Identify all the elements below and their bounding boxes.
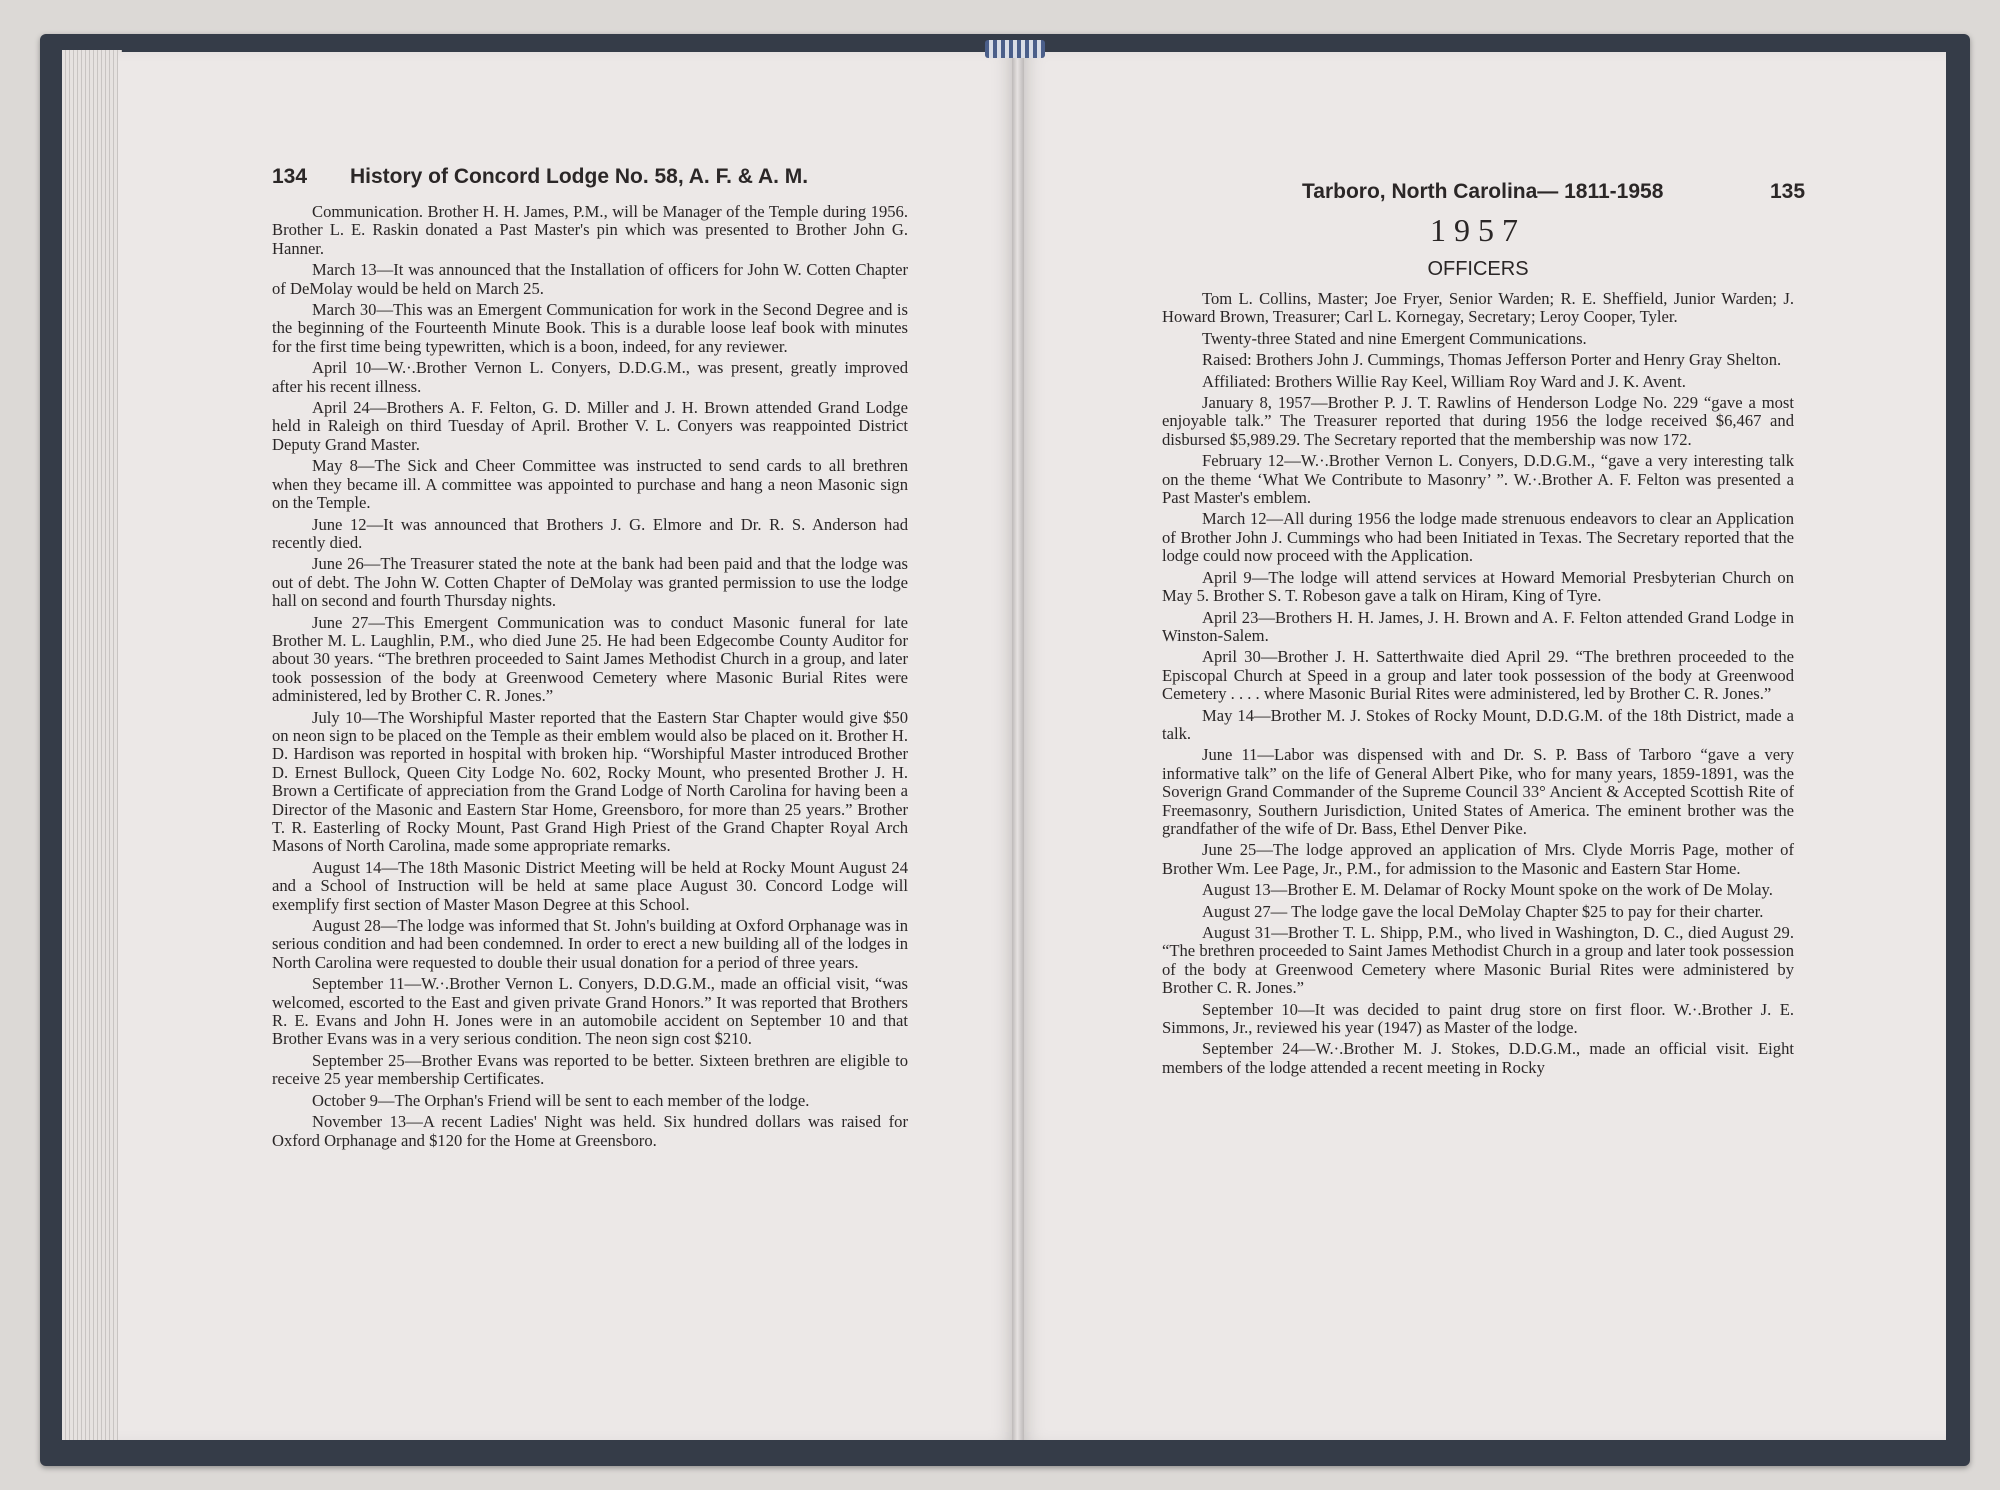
paragraph: June 27—This Emergent Communication was to conduct Masonic funeral for late Brother M. L. Laughlin, P.M., who died June 25. He had been Edgecombe County Auditor for about 30 years. “The brethren proceeded to Saint James Methodist Church in a group, and later took possession of the body at Greenwood Cemetery where Masonic Burial Rites were administered, led by Brother C. R. Jones.” [272, 612, 908, 706]
paragraph: June 25—The lodge approved an application of Mrs. Clyde Morris Page, mother of Brother Wm. Lee Page, Jr., P.M., for admission to the Masonic and Eastern Star Home. [1162, 840, 1794, 878]
spine-headband [985, 40, 1045, 58]
right-page-number: 135 [1770, 180, 1806, 203]
paragraph: May 14—Brother M. J. Stokes of Rocky Mount, D.D.G.M. of the 18th District, made a talk. [1162, 705, 1794, 743]
paragraph: February 12—W.·.Brother Vernon L. Conyers, D.D.G.M., “gave a very interesting talk on the theme ‘What We Contribute to Masonry’ ”. W.·.Brother A. F. Felton was presented a Past Master's emblem. [1162, 451, 1794, 508]
paragraph: June 11—Labor was dispensed with and Dr. S. P. Bass of Tarboro “gave a very informative talk” on the life of General Albert Pike, who for many years, 1859-1891, was the Soverign Grand Commander of the Supreme Council 33° Ancient & Accepted Scottish Rite of Freemasonry, Southern Jurisdiction, United States of America. The eminent brother was the grandfather of the wife of Dr. Bass, Ethel Denver Pike. [1162, 745, 1794, 838]
paragraph: Tom L. Collins, Master; Joe Fryer, Senior Warden; R. E. Sheffield, Junior Warden; J. Howard Brown, Treasurer; Carl L. Kornegay, Secretary; Leroy Cooper, Tyler. [1162, 289, 1794, 327]
left-running-title: History of Concord Lodge No. 58, A. F. & A. M. [350, 165, 809, 188]
right-running-title: Tarboro, North Carolina— 1811-1958 [1302, 180, 1664, 203]
paragraph: August 14—The 18th Masonic District Meeting will be held at Rocky Mount August 24 and a School of Instruction will be held at same place August 30. Concord Lodge will exemplify first section of Master Mason Degree at this School. [272, 857, 908, 914]
left-page-body [272, 203, 908, 1153]
paragraph: January 8, 1957—Brother P. J. T. Rawlins of Henderson Lodge No. 229 “gave a most enjoyable talk.” The Treasurer reported that during 1956 the lodge received $6,467 and disbursed $5,989.29. The Secretary reported that the membership was now 172. [1162, 393, 1794, 449]
paragraph: September 25—Brother Evans was reported to be better. Sixteen brethren are eligible to receive 25 year membership Certificates. [272, 1050, 908, 1089]
paragraph: March 12—All during 1956 the lodge made strenuous endeavors to clear an Application of Brother John J. Cummings who had been Initiated in Texas. The Secretary reported that the lodge could now proceed with the Application. [1162, 509, 1794, 566]
paragraph: May 8—The Sick and Cheer Committee was instructed to send cards to all brethren when they became ill. A committee was appointed to purchase and hang a neon Masonic sign on the Temple. [272, 456, 908, 513]
paragraph: April 10—W.·.Brother Vernon L. Conyers, D.D.G.M., was present, greatly improved after his recent illness. [272, 358, 908, 396]
book-gutter [1012, 52, 1024, 1440]
paragraph: August 27— The lodge gave the local DeMolay Chapter $25 to pay for their charter. [1202, 901, 1764, 921]
paragraph: July 10—The Worshipful Master reported that the Eastern Star Chapter would give $50 on neon sign to be placed on the Temple as their emblem would also be placed on it. Brother H. D. Hardison was reported in hospital with broken hip. “Worshipful Master introduced Brother D. Ernest Bullock, Queen City Lodge No. 602, Rocky Mount, who presented Brother J. H. Brown a Certificate of appreciation from the Grand Lodge of North Carolina for having been a Director of the Masonic and Eastern Star Home, Greensboro, for more than 25 years.” Brother T. R. Easterling of Rocky Mount, Past Grand High Priest of the Grand Chapter Royal Arch Masons of North Carolina, made some appropriate remarks. [272, 707, 908, 856]
paragraph: October 9—The Orphan's Friend will be sent to each member of the lodge. [312, 1090, 810, 1110]
year-heading: 1957 [1430, 212, 1526, 248]
paragraph: August 31—Brother T. L. Shipp, P.M., who lived in Washington, D. C., died August 29. “The brethren proceeded to Saint James Methodist Church in a group and later took possession of the body at Greenwood Cemetery where Masonic Burial Rites were administered by Brother C. R. Jones.” [1162, 923, 1794, 998]
paragraph: March 13—It was announced that the Installation of officers for John W. Cotten Chapter of DeMolay would be held on March 25. [272, 260, 908, 298]
paragraph: Affiliated: Brothers Willie Ray Keel, William Roy Ward and J. K. Avent. [1202, 371, 1686, 391]
paragraph: April 9—The lodge will attend services at Howard Memorial Presbyterian Church on May 5. Brother S. T. Robeson gave a talk on Hiram, King of Tyre. [1162, 567, 1794, 606]
paragraph: June 26—The Treasurer stated the note at the bank had been paid and that the lodge was out of debt. The John W. Cotten Chapter of DeMolay was granted permission to use the lodge hall on second and fourth Thursday nights. [272, 554, 908, 611]
paragraph: Raised: Brothers John J. Cummings, Thomas Jefferson Porter and Henry Gray Shelton. [1202, 350, 1782, 370]
paragraph: April 23—Brothers H. H. James, J. H. Brown and A. F. Felton attended Grand Lodge in Winston-Salem. [1162, 607, 1794, 645]
paragraph: Twenty-three Stated and nine Emergent Communications. [1202, 328, 1587, 348]
paragraph: April 30—Brother J. H. Satterthwaite died April 29. “The brethren proceeded to the Episcopal Church at Speed in a group and later took possession of the body at Greenwood Cemetery . . . . where Masonic Burial Rites were administered, led by Brother C. R. Jones.” [1162, 647, 1794, 704]
paragraph: November 13—A recent Ladies' Night was held. Six hundred dollars was raised for Oxford Orphanage and $120 for the Home at Greensboro. [272, 1112, 908, 1150]
paragraph: March 30—This was an Emergent Communication for work in the Second Degree and is the beginning of the Fourteenth Minute Book. This is a durable loose leaf book with minutes for the first time being typewritten, which is a boon, indeed, for any reviewer. [272, 300, 908, 356]
right-page-body [1162, 290, 1794, 1080]
paragraph: September 11—W.·.Brother Vernon L. Conyers, D.D.G.M., made an official visit, “was welcomed, escorted to the East and given private Grand Honors.” It was reported that Brothers R. E. Evans and John H. Jones were in an automobile accident on September 10 and that Brother Evans was in a very serious condition. The neon sign cost $210. [272, 974, 908, 1049]
paragraph: August 13—Brother E. M. Delamar of Rocky Mount spoke on the work of De Molay. [1202, 880, 1773, 900]
left-page-number: 134 [272, 165, 308, 188]
paragraph: September 10—It was decided to paint drug store on first floor. W.·.Brother J. E. Simmons, Jr., reviewed his year (1947) as Master of the lodge. [1162, 999, 1794, 1038]
paragraph: June 12—It was announced that Brothers J. G. Elmore and Dr. R. S. Anderson had recently died. [272, 514, 908, 552]
paragraph: Communication. Brother H. H. James, P.M., will be Manager of the Temple during 1956. Brother L. E. Raskin donated a Past Master's pin which was presented to Brother John G. Hanner. [272, 202, 908, 258]
officers-heading: OFFICERS [1427, 258, 1529, 280]
paragraph: August 28—The lodge was informed that St. John's building at Oxford Orphanage was in serious condition and had been condemned. In order to erect a new building all of the lodges in North Carolina were requested to double their usual donation for a period of three years. [272, 916, 908, 972]
paragraph: September 24—W.·.Brother M. J. Stokes, D.D.G.M., made an official visit. Eight members of the lodge attended a recent meeting in Rocky [1162, 1039, 1794, 1077]
paragraph: April 24—Brothers A. F. Felton, G. D. Miller and J. H. Brown attended Grand Lodge held in Raleigh on third Tuesday of April. Brother V. L. Conyers was reappointed District Deputy Grand Master. [272, 398, 908, 454]
page-edges [62, 50, 122, 1440]
